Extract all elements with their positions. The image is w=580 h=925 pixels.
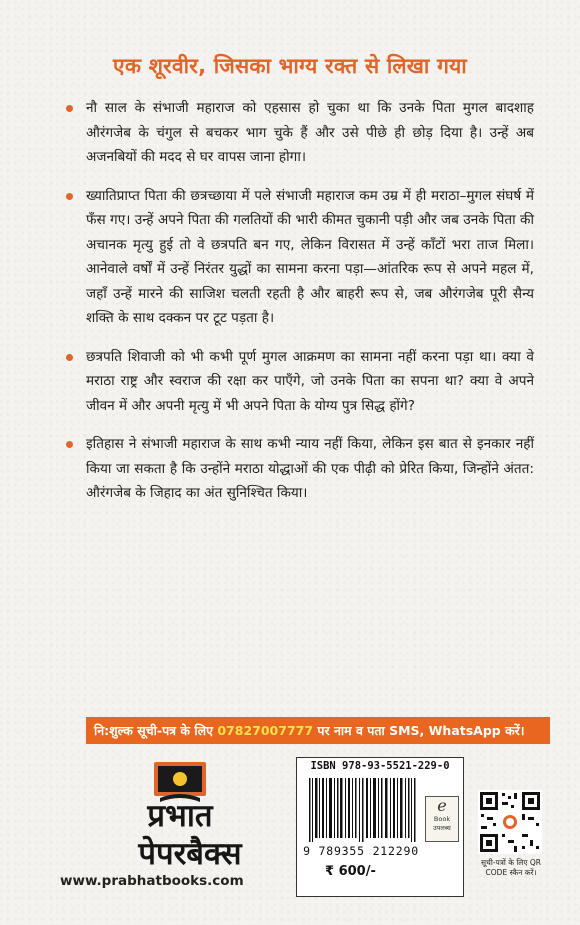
ebook-letter: e (437, 796, 447, 815)
banner-phone: 07827007777 (217, 723, 314, 738)
blurb-item (86, 345, 534, 419)
bullet-icon (66, 105, 73, 112)
barcode-icon (307, 778, 417, 842)
bullet-icon (66, 441, 73, 448)
publisher-name-line1: प्रभात (147, 798, 213, 834)
blurb-text: ख्यातिप्राप्त पिता की छत्रच्छाया में पले संभाजी महाराज कम उम्र में ही मराठा–मुगल संघर्ष में फँस गए। उन्हें अपने पिता की गलतियों की भारी कीमत चुकानी पड़ी और जब उनके पिता की अचानक मृत्यु हुई तो वे छत्रपति बन गए, लेकिन विरासत में उन्हें काँटों भरा ताज मिला। आनेवाले वर्षों में उन्हें निरंतर युद्धों का सामना करना पड़ा—आंतरिक रूप से अपने महल में, जहाँ उन्हें मारने की साजिश चलती रहती है और बाहरी रूप से, जब औरंगजेब पूरी सैन्य शक्ति के साथ दक्कन पर टूट पड़ता है। (86, 187, 534, 326)
publisher-website: www.prabhatbooks.com (60, 873, 244, 889)
bullet-icon (66, 354, 73, 361)
blurb-item (86, 432, 534, 506)
blurb-text: नौ साल के संभाजी महाराज को एहसास हो चुका था कि उनके पिता मुगल बादशाह औरंगजेब के चंगुल से बचकर भाग चुके हैं और उसे पीछे ही छोड़ दिया है। उन्हें अब अजनबियों की मदद से घर वापस जाना होगा। (86, 100, 534, 165)
qr-code-icon[interactable] (478, 790, 542, 854)
headline: एक शूरवीर, जिसका भाग्य रक्त से लिखा गया (113, 54, 467, 78)
qr-caption: सूची-पत्रों के लिए QR CODE स्कैन करें। (480, 858, 542, 877)
banner-prefix: नि:शुल्क सूची-पत्र के लिए (94, 723, 218, 738)
isbn-panel (296, 757, 464, 897)
blurb-text: इतिहास ने संभाजी महाराज के साथ कभी न्याय नहीं किया, लेकिन इस बात से इनकार नहीं किया जा सकता है कि उन्होंने मराठा योद्धाओं की एक पीढ़ी को प्रेरित किया, जिन्होंने अंतत: औरंगजेब के जिहाद का अंत सुनिश्चित किया। (86, 436, 534, 501)
ebook-badge (425, 796, 459, 842)
ebook-word: Book (433, 815, 451, 823)
barcode-number: 9 789355 212290 (303, 844, 419, 858)
isbn-label: ISBN 978-93-5521-229-0 (310, 760, 450, 772)
banner-suffix: पर नाम व पता SMS, WhatsApp करें। (313, 723, 525, 738)
blurb-item (86, 96, 534, 170)
blurb-text: छत्रपति शिवाजी को भी कभी पूर्ण मुगल आक्रमण का सामना नहीं करना पड़ा था। क्या वे मराठा राष्ट्र और स्वराज की रक्षा कर पाएँगे, जो उनके पिता का सपना था? क्या वे अपने जीवन में और अपनी मृत्यु में भी अपने पिता के योग्य पुत्र सिद्ध होंगे? (86, 348, 534, 414)
ebook-sub: उपलब्ध (433, 824, 451, 832)
blurb-item (86, 184, 534, 331)
blurb-list (86, 96, 534, 520)
price: ₹ 600/- (325, 864, 376, 879)
catalog-banner (86, 717, 550, 744)
bullet-icon (66, 193, 73, 200)
publisher-name-line2: पेपरबैक्स (138, 836, 242, 872)
